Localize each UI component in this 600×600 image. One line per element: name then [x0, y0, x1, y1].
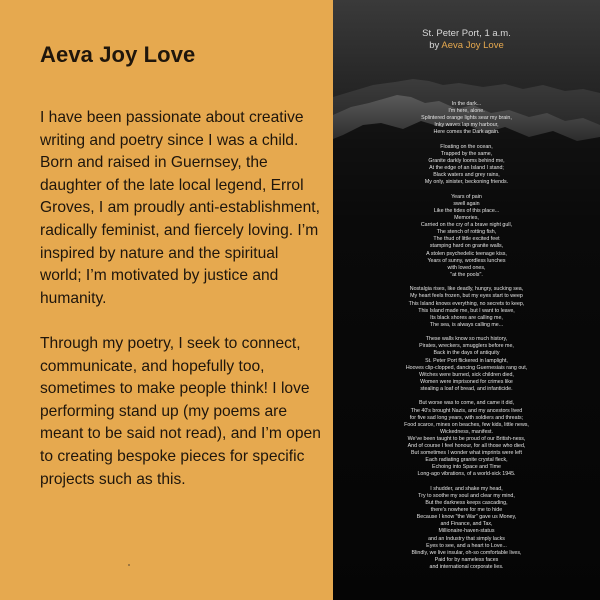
poem-line: I'm here, alone. [448, 108, 485, 115]
poem-line: Women were imprisoned for crimes like [420, 378, 513, 385]
poem-line: Like the tides of this place... [433, 208, 500, 214]
poem-line: But worse was to come, and came it did, [418, 400, 515, 407]
poem-line: with loved ones, [447, 264, 486, 271]
poem-line: Back in the days of antiquity [433, 350, 500, 357]
poem-line: My heart feels frozen, but my eyes start to weep [410, 293, 523, 300]
poem-line: for five sad long years, with soldiers and threats; [409, 414, 524, 421]
author-name-heading: Aeva Joy Love [40, 42, 196, 67]
poem-stanza [333, 194, 600, 279]
poem-author-name: Aeva Joy Love [441, 40, 504, 51]
poem-stanza [333, 144, 600, 187]
poem-stanza [333, 286, 600, 329]
poem-line: stealing a loaf of bread, and infanticide. [420, 385, 513, 392]
bio-paragraph: Through my poetry, I seek to connect, communicate, and hopefully too, sometimes to make people think! I love performing stand up (my poems are meant to be said not read), and I’m open to creating bespoke pieces for specific projects such as this. [40, 334, 321, 488]
poem-line: and international corporate lies. [429, 563, 504, 570]
poem-line: Hooves clip-clopped, dancing Guernesiais rang out, [405, 364, 528, 371]
poem-line: Eyes to see, and a heart to Love... [426, 542, 507, 549]
poem-line: Blindly, we live insular, oh-so comfortable lives, [411, 549, 522, 556]
poem-line: Millionaire-haven-status [438, 528, 495, 535]
poem-panel [333, 0, 600, 600]
poem-line: My only, sinister, beckoning friends. [424, 179, 509, 186]
poem-line: Years of pain [451, 193, 482, 200]
poem-line: At the edge of an Island I stand; [429, 165, 504, 172]
poem-line: A stolen psychedelic teenage kiss, [426, 250, 507, 257]
poem-line: Trapped by the same, [440, 150, 493, 157]
poem-body [333, 101, 600, 578]
poem-stanza [333, 400, 600, 478]
poem-header [333, 28, 600, 52]
poem-line: But sometimes I wonder what imprints were left [411, 450, 522, 457]
bio-paragraph: I have been passionate about creative writing and poetry since I was a child. Born and raised in Guernsey, the daughter of the late local legend, Errol Groves, I am proudly anti-establishment, radically feminist, and fiercely loving. I’m inspired by nature and the spiritual world; I’m motivated by justice and humanity. [40, 109, 320, 307]
poem-line: Wickedness, manifest. [440, 428, 493, 435]
poem-line: In the dark... [451, 101, 482, 107]
poem-by-prefix: by [429, 40, 440, 51]
poem-line: I shudder, and shake my head, [430, 485, 503, 492]
poem-line: We've been taught to be proud of our British-ness, [407, 435, 526, 442]
poem-line: swell again [453, 200, 480, 207]
poem-line: there's nowhere for me to hide [430, 507, 503, 514]
poem-line: Black waters and grey rains, [433, 172, 500, 179]
poem-line: Paid for by nameless faces [434, 556, 499, 563]
poem-title: St. Peter Port, 1 a.m. [422, 28, 511, 39]
poem-line: And of course I feel honour, for all those who died, [407, 442, 526, 449]
poem-line: These walls know so much history, [425, 336, 508, 343]
poem-line: Because I know "the War" gave us Money, [416, 514, 517, 521]
poem-line: Each radiating granite crystal fleck, [425, 457, 508, 464]
poem-line: Try to soothe my soul and clear my mind, [418, 492, 515, 499]
poem-stanza [333, 101, 600, 136]
author-bio [40, 107, 322, 514]
poem-line: Floating on the ocean, [440, 143, 493, 150]
poem-line: This Island knows everything, no secrets to keep, [408, 300, 525, 307]
poem-line: Food scarce, mines on beaches, few kids, little news, [404, 421, 529, 428]
poem-stanza [333, 486, 600, 571]
poem-line: Years of sunny, wordless lunches [427, 257, 506, 264]
poem-line: Splintered orange lights sear my brain, [421, 115, 512, 122]
poem-line: Granite darkly looms behind me, [428, 158, 505, 165]
poem-stanza [333, 336, 600, 393]
decorative-dot [128, 564, 130, 566]
poem-line: The 40's brought Nazis, and my ancestors lived [410, 407, 523, 414]
poem-line: Long-ago vibrations, of a world-sick 1945. [417, 471, 516, 478]
poem-line: The sea, is always calling me... [429, 321, 504, 328]
poem-line: Witches were burned, sick children died, [419, 371, 514, 378]
poem-line: The thud of little excited feet [433, 236, 500, 243]
poem-line: Echoing into Space and Time [432, 464, 501, 471]
poem-line: Inky waves lap my harbour, [434, 122, 499, 129]
poem-line: This Island made me, but I want to leave, [418, 307, 515, 314]
poem-line: Here comes the Dark again. [433, 129, 500, 136]
poem-line: Carried on the cry of a brave night gull, [420, 222, 513, 229]
poem-line: stamping hard on granite walls, [429, 243, 504, 250]
poem-line: and Finance, and Tax, [440, 521, 493, 528]
poem-line: Pirates, wreckers, smugglers before me, [419, 343, 514, 350]
poem-line: St. Peter Port flickered in lamplight, [425, 357, 508, 364]
poem-line: and an Industry that simply lacks [428, 535, 505, 542]
poem-line: Memories, [454, 215, 479, 222]
poem-line: But the darkness keeps cascading, [425, 500, 508, 507]
poem-line: The stench of rotting fish, [436, 229, 497, 236]
poem-line: "at the pools". [450, 271, 483, 278]
poem-line: Its black shores are calling me, [430, 314, 503, 321]
poem-byline [333, 40, 600, 52]
poem-line: Nostalgia rises, like deadly, hungry, sucking sea, [409, 286, 524, 293]
